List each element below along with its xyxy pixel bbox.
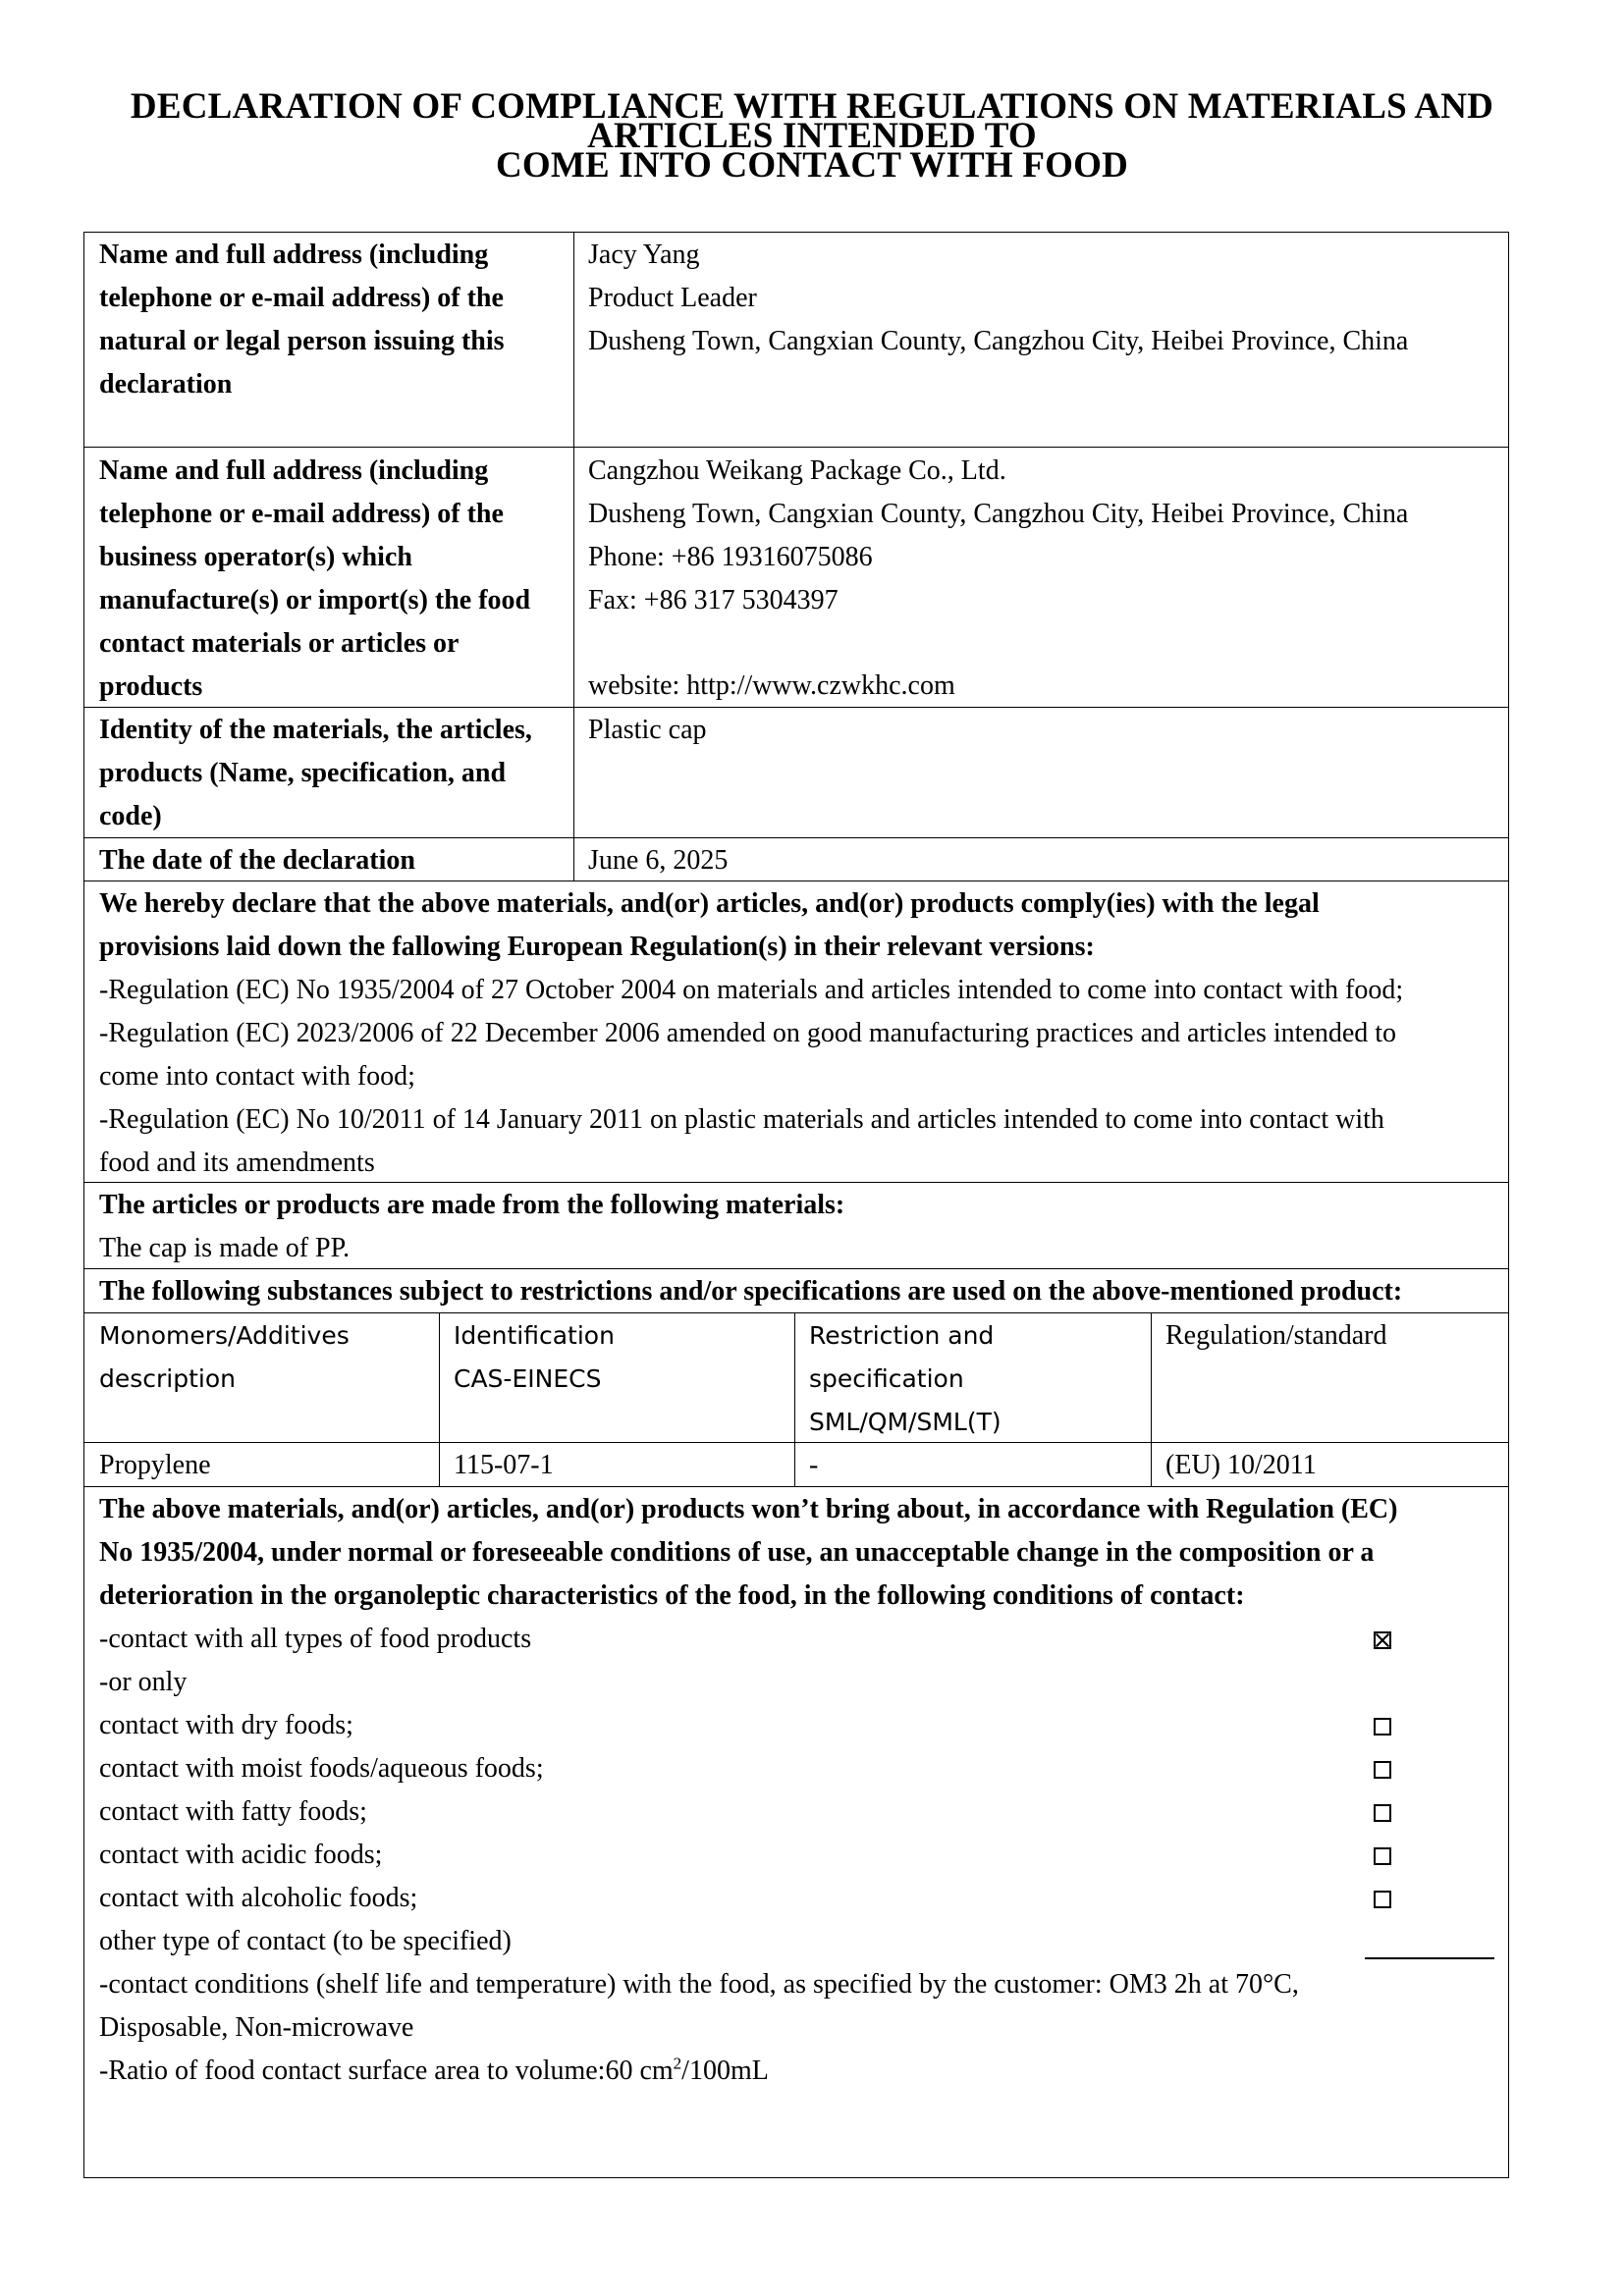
materials-heading: The articles or products are made from the following materials:	[99, 1190, 845, 1220]
title-line-2: ARTICLES INTENDED TO	[587, 116, 1037, 156]
materials-section	[99, 1184, 844, 1270]
row-divider	[83, 1442, 1509, 1443]
issuer-label: Name and full address (including telephone or e-mail address) of the natural or legal person issuing this declaration	[99, 240, 505, 400]
condition-moist-foods: contact with moist foods/aqueous foods;	[99, 1753, 544, 1784]
cell-regulation: (EU) 10/2011	[1165, 1450, 1317, 1480]
column-divider	[1151, 1312, 1152, 1486]
column-divider	[439, 1312, 440, 1486]
document-title	[0, 86, 1624, 186]
regulation-line: -Regulation (EC) No 10/2011 of 14 January 2011 on plastic materials and articles intended to come into contact with	[99, 1104, 1384, 1135]
operator-website: website: http://www.czwkhc.com	[588, 670, 955, 701]
condition-fatty-foods: contact with fatty foods;	[99, 1796, 367, 1827]
regulation-line: -Regulation (EC) No 1935/2004 of 27 October 2004 on materials and articles intended to come into contact with food;	[99, 975, 1404, 1005]
column-header-monomers: Monomers/Additives description	[99, 1321, 350, 1393]
issuer-position: Product Leader	[588, 283, 757, 313]
issuer-value	[588, 234, 1408, 363]
condition-or-only: -or only	[99, 1667, 188, 1697]
column-divider	[573, 232, 574, 881]
operator-company: Cangzhou Weikang Package Co., Ltd.	[588, 455, 1006, 486]
row-divider	[83, 447, 1509, 448]
declaration-date: June 6, 2025	[588, 845, 729, 876]
identity-label: Identity of the materials, the articles, products (Name, specification, and code)	[99, 715, 532, 831]
declaration-statement: We hereby declare that the above materials, and(or) articles, and(or) products comply(ies) with the legal provisions laid down the fallowing European Regulation(s) in their relevant versions: -Regulation (EC) No 1935/2004 of 27 October 2004 on materials and articles intended to come into contact with food; -Regulation (EC) 2023/2006 of 22 December 2006 amended on good manufacturing practices and articles intended to come into contact with food; -Regulation (EC) No 10/2011 of 14 January 2011 on plastic materials and articles intended to come into contact with food and its amendments	[99, 882, 1403, 1185]
checkbox-fatty-foods[interactable]	[1374, 1804, 1391, 1822]
other-contact-blank-line	[1365, 1957, 1494, 1959]
operator-label: Name and full address (including telephone or e-mail address) of the business operator(s) which manufacture(s) or import(s) the food contact materials or articles or products	[99, 455, 531, 702]
column-header-identification: Identification CAS-EINECS	[454, 1321, 615, 1393]
column-header-restriction: Restriction and specification SML/QM/SML(T)	[809, 1321, 1001, 1436]
operator-phone: Phone: +86 19316075086	[588, 542, 873, 572]
checkbox-acidic-foods[interactable]	[1374, 1847, 1391, 1865]
column-header-regulation: Regulation/standard	[1165, 1320, 1387, 1351]
condition-other: other type of contact (to be specified)	[99, 1926, 512, 1956]
contact-conditions-line: Disposable, Non-microwave	[99, 2012, 414, 2043]
condition-dry-foods: contact with dry foods;	[99, 1710, 353, 1740]
cell-cas: 115-07-1	[454, 1450, 554, 1480]
issuer-name: Jacy Yang	[588, 240, 700, 270]
operator-address: Dusheng Town, Cangxian County, Cangzhou City, Heibei Province, China	[588, 499, 1409, 529]
cell-restriction: -	[809, 1450, 819, 1480]
title-line-3: COME INTO CONTACT WITH FOOD	[495, 145, 1129, 186]
regulation-line: come into contact with food;	[99, 1061, 415, 1092]
condition-alcoholic-foods: contact with alcoholic foods;	[99, 1883, 418, 1913]
checkbox-all-foods[interactable]	[1374, 1631, 1391, 1649]
checkbox-alcoholic-foods[interactable]	[1374, 1891, 1391, 1908]
substances-heading: The following substances subject to restrictions and/or specifications are used on the above-mentioned product:	[99, 1276, 1403, 1307]
cell-substance: Propylene	[99, 1450, 211, 1480]
condition-all-foods: -contact with all types of food products	[99, 1624, 532, 1654]
issuer-address: Dusheng Town, Cangxian County, Cangzhou City, Heibei Province, China	[588, 326, 1409, 356]
checkbox-moist-foods[interactable]	[1374, 1761, 1391, 1779]
regulation-line: -Regulation (EC) 2023/2006 of 22 December 2006 amended on good manufacturing practices and articles intended to	[99, 1018, 1397, 1048]
date-label: The date of the declaration	[99, 845, 415, 876]
regulation-line: food and its amendments	[99, 1148, 375, 1178]
checkbox-dry-foods[interactable]	[1374, 1718, 1391, 1735]
operator-fax: Fax: +86 317 5304397	[588, 585, 839, 615]
ratio-line: -Ratio of food contact surface area to volume:60 $cm^2/100mL$	[99, 2054, 769, 2086]
identity-value: Plastic cap	[588, 715, 707, 745]
condition-acidic-foods: contact with acidic foods;	[99, 1840, 383, 1870]
materials-text: The cap is made of PP.	[99, 1233, 351, 1263]
contact-conditions-line: -contact conditions (shelf life and temperature) with the food, as specified by the customer: OM3 2h at 70°C,	[99, 1969, 1299, 2000]
operator-value	[588, 450, 1408, 622]
title-line-1: DECLARATION OF COMPLIANCE WITH REGULATIONS ON MATERIALS AND	[130, 86, 1494, 127]
conditions-section: The above materials, and(or) articles, and(or) products won’t bring about, in accordance with Regulation (EC) No 1935/2004, under normal or foreseeable conditions of use, an unacceptable change in the composition or a deterioration in the organoleptic characteristics of the food, in the following conditions of contact: -contact with all types of food products -or only contact with dry foods; contact with moist foods/aqueous foods; contact with fatty foods; contact with acidic foods; contact with alcoholic foods; other type of contact (to be specified) -contact conditions (shelf life and temperature) with the food, as specified by the customer: OM3 2h at 70°C, Disposable, Non-microwave -Ratio of food contact surface area to volume:60 $cm^2/100mL$	[99, 1488, 1397, 2093]
column-divider	[794, 1312, 795, 1486]
